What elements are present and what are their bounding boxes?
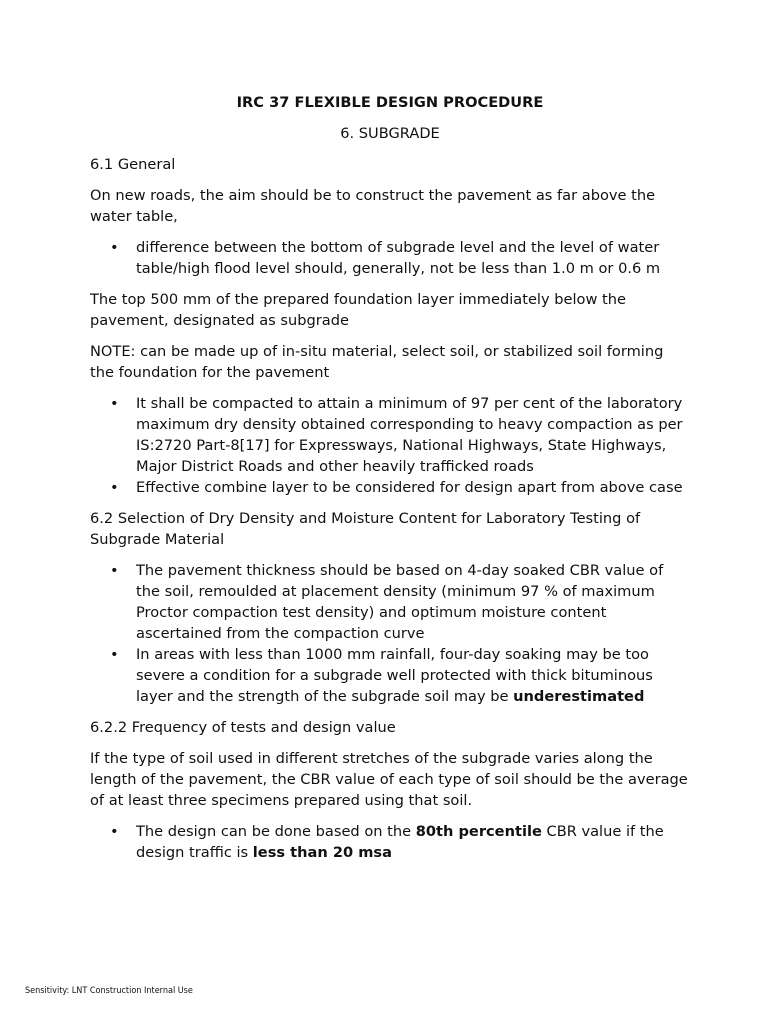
- bullet-list-3: [90, 560, 690, 707]
- list-item-text: The pavement thickness should be based on 4-day soaked CBR value of the soil, remoulded at placement density (minimum 97 % of maximum Proctor compaction test density) and optimum moisture content ascertained from the compaction curve: [136, 562, 664, 642]
- section-heading-general: 6.1 General: [90, 156, 176, 173]
- bullet-list-1: [90, 237, 690, 279]
- paragraph-note: NOTE: can be made up of in-situ material, select soil, or stabilized soil forming the foundation for the pavement: [90, 343, 664, 381]
- list-item-text: The design can be done based on the: [136, 823, 416, 840]
- bullet-icon: •: [110, 823, 119, 840]
- list-item-emphasis: 80th percentile: [415, 823, 542, 840]
- document-page: [90, 92, 690, 873]
- sensitivity-footer: Sensitivity: LNT Construction Internal Use: [25, 986, 193, 996]
- list-item: [90, 477, 690, 498]
- list-item-text: It shall be compacted to attain a minimum of 97 per cent of the laboratory maximum dry density obtained corresponding to heavy compaction as per IS:2720 Part-8[17] for Expressways, National Highways, State Highways, Major District Roads and other heavily trafficked roads: [136, 395, 683, 475]
- bullet-list-4: [90, 821, 690, 863]
- section-heading-frequency: 6.2.2 Frequency of tests and design value: [90, 719, 396, 736]
- list-item: [90, 237, 690, 279]
- list-item-text: difference between the bottom of subgrade level and the level of water table/high flood level should, generally, not be less than 1.0 m or 0.6 m: [136, 239, 661, 277]
- section-heading-dry-density: 6.2 Selection of Dry Density and Moisture Content for Laboratory Testing of Subgrade Material: [90, 510, 641, 548]
- paragraph-subgrade-definition: The top 500 mm of the prepared foundation layer immediately below the pavement, designated as subgrade: [90, 291, 627, 329]
- paragraph-water-table: On new roads, the aim should be to construct the pavement as far above the water table,: [90, 187, 656, 225]
- bullet-icon: •: [110, 646, 119, 663]
- list-item-text: CBR value if the design traffic is: [136, 823, 664, 861]
- list-item: [90, 393, 690, 477]
- list-item-text: Effective combine layer to be considered for design apart from above case: [136, 479, 683, 496]
- bullet-icon: •: [110, 562, 119, 579]
- list-item-text: In areas with less than 1000 mm rainfall, four-day soaking may be too severe a condition for a subgrade well protected with thick bituminous layer and the strength of the subgrade soil may be: [136, 646, 653, 705]
- paragraph-cbr-average: If the type of soil used in different stretches of the subgrade varies along the length of the pavement, the CBR value of each type of soil should be the average of at least three specimens prepared using that soil.: [90, 750, 688, 809]
- section-title-subgrade: 6. SUBGRADE: [340, 125, 440, 142]
- bullet-list-2: [90, 393, 690, 498]
- document-title: IRC 37 FLEXIBLE DESIGN PROCEDURE: [236, 94, 544, 111]
- bullet-icon: •: [110, 239, 119, 256]
- list-item: [90, 560, 690, 644]
- list-item-emphasis: underestimated: [513, 688, 645, 705]
- bullet-icon: •: [110, 479, 119, 496]
- list-item: [90, 644, 690, 707]
- bullet-icon: •: [110, 395, 119, 412]
- list-item: [90, 821, 690, 863]
- list-item-emphasis: less than 20 msa: [252, 844, 392, 861]
